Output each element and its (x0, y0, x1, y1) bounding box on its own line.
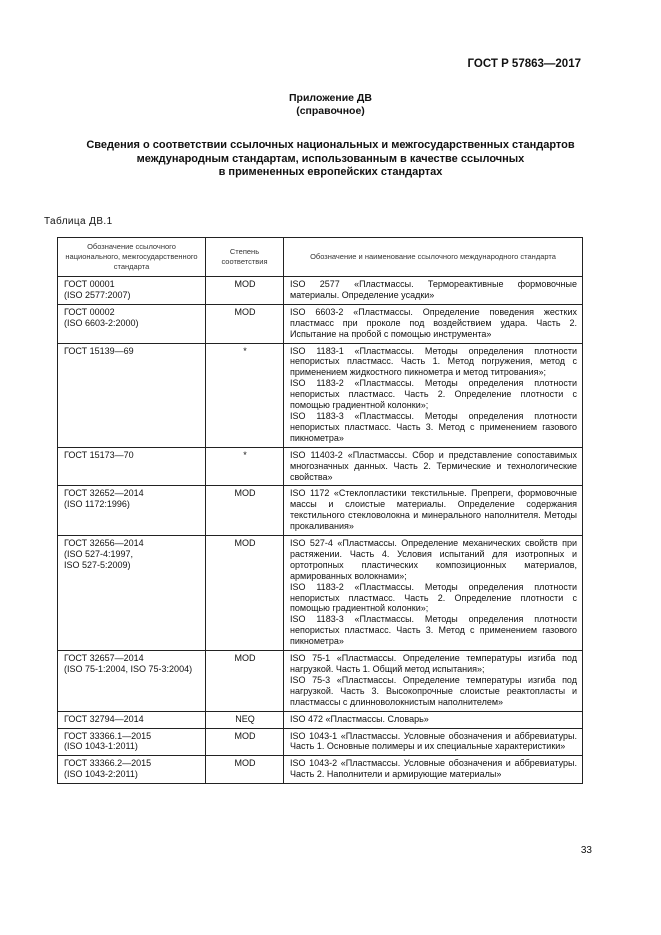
section-title-line: международным стандартам, использованным в качестве ссылочных (136, 152, 525, 165)
national-standard-cell: ГОСТ 00001 (ISO 2577:2007) (58, 277, 206, 305)
national-standard-cell: ГОСТ 32656—2014 (ISO 527-4:1997, ISO 527-5:2009) (58, 536, 206, 651)
degree-cell: MOD (206, 486, 284, 536)
national-standard-cell: ГОСТ 33366.2—2015 (ISO 1043-2:2011) (58, 756, 206, 784)
national-standard-cell: ГОСТ 33366.1—2015 (ISO 1043-1:2011) (58, 728, 206, 756)
table-row (58, 651, 583, 712)
section-title (40, 139, 621, 180)
degree-cell: MOD (206, 277, 284, 305)
section-title-line: в примененных европейских стандартах (218, 166, 443, 178)
degree-cell: MOD (206, 651, 284, 712)
international-standard-cell: ISO 527-4 «Пластмассы. Определение механических свойств при растяжении. Часть 4. Условия испытаний для изотропных и ортотропных пластических композиционных материалов, армированных волокнами»; ISO 1183-2 «Пластмассы. Методы определения плотности непористых пластмасс. Часть 2. Определение плотности с помощью градиентной колонки»; ISO 1183-3 «Пластмассы. Методы определения плотности непористых пластмасс. Часть 3. Метод с применением газового пикнометра» (284, 536, 583, 651)
international-standard-cell: ISO 1183-1 «Пластмассы. Методы определения плотности непористых пластмасс. Часть 1. Метод погружения, метод с применением жидкостного пикнометра и метод титрования»; ISO 1183-2 «Пластмассы. Методы определения плотности непористых пластмасс. Часть 2. Определение плотности с помощью градиентной колонки»; ISO 1183-3 «Пластмассы. Методы определения плотности непористых пластмасс. Часть 3. Метод с применением газового пикнометра» (284, 343, 583, 447)
national-standard-cell: ГОСТ 32657—2014 (ISO 75-1:2004, ISO 75-3:2004) (58, 651, 206, 712)
annex-heading (0, 92, 661, 118)
international-standard-cell: ISO 6603-2 «Пластмассы. Определение поведения жестких пластмасс при проколе под воздействием удара. Часть 2. Испытание на пробой с помощью инструмента» (284, 304, 583, 343)
page-number: 33 (580, 845, 592, 856)
section-title-line: Сведения о соответствии ссылочных национальных и межгосударственных стандартов (86, 139, 575, 151)
table-body (58, 277, 583, 784)
international-standard-cell: ISO 11403-2 «Пластмассы. Сбор и представление сопоставимых многозначных данных. Часть 2. Термические и технологические свойства» (284, 447, 583, 486)
international-standard-cell: ISO 1043-1 «Пластмассы. Условные обозначения и аббревиатуры. Часть 1. Основные полимеры и их специальные характеристики» (284, 728, 583, 756)
international-standard-cell: ISO 75-1 «Пластмассы. Определение температуры изгиба под нагрузкой. Часть 1. Общий метод испытания»; ISO 75-3 «Пластмассы. Определение температуры изгиба под нагрузкой. Часть 3. Высокопрочные слоистые реактопласты и пластмассы с длинноволокнистым наполнителем» (284, 651, 583, 712)
table-row (58, 711, 583, 728)
degree-cell: * (206, 343, 284, 447)
degree-cell: * (206, 447, 284, 486)
table-row (58, 343, 583, 447)
column-header-national-standard: Обозначение ссылочного национального, межгосударственного стандарта (58, 238, 206, 277)
table-row (58, 447, 583, 486)
national-standard-cell: ГОСТ 15139—69 (58, 343, 206, 447)
national-standard-cell: ГОСТ 15173—70 (58, 447, 206, 486)
international-standard-cell: ISO 2577 «Пластмассы. Термореактивные формовочные материалы. Определение усадки» (284, 277, 583, 305)
degree-cell: MOD (206, 304, 284, 343)
national-standard-cell: ГОСТ 00002 (ISO 6603-2:2000) (58, 304, 206, 343)
table-header-row (58, 238, 583, 277)
table-row (58, 728, 583, 756)
degree-cell: NEQ (206, 711, 284, 728)
column-header-degree: Степень соответствия (206, 238, 284, 277)
international-standard-cell: ISO 1172 «Стеклопластики текстильные. Препреги, формовочные массы и слоистые материалы. Определение содержания текстильного стекловолокна и минерального наполнителя. Методы прокаливания» (284, 486, 583, 536)
table-row (58, 277, 583, 305)
national-standard-cell: ГОСТ 32652—2014 (ISO 1172:1996) (58, 486, 206, 536)
table-row (58, 536, 583, 651)
degree-cell: MOD (206, 536, 284, 651)
table-row (58, 486, 583, 536)
column-header-international-standard: Обозначение и наименование ссылочного международного стандарта (284, 238, 583, 277)
table-row (58, 756, 583, 784)
annex-title: Приложение ДВ (289, 92, 372, 104)
national-standard-cell: ГОСТ 32794—2014 (58, 711, 206, 728)
document-standard-code: ГОСТ Р 57863—2017 (467, 58, 581, 70)
international-standard-cell: ISO 472 «Пластмассы. Словарь» (284, 711, 583, 728)
table-row (58, 304, 583, 343)
degree-cell: MOD (206, 756, 284, 784)
table-caption: Таблица ДВ.1 (44, 216, 113, 227)
degree-cell: MOD (206, 728, 284, 756)
international-standard-cell: ISO 1043-2 «Пластмассы. Условные обозначения и аббревиатуры. Часть 2. Наполнители и армирующие материалы» (284, 756, 583, 784)
correspondence-table (57, 237, 583, 784)
annex-subtitle: (справочное) (296, 105, 365, 117)
